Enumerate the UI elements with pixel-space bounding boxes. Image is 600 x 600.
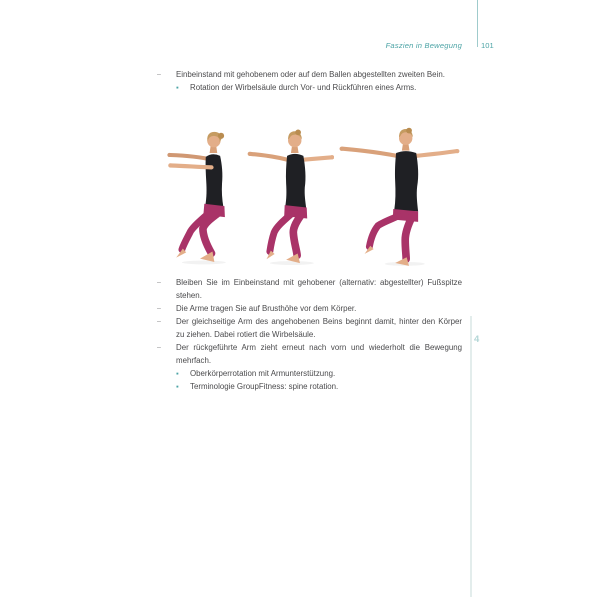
list-item <box>156 302 462 315</box>
square-bullet-icon: ▪ <box>176 382 179 391</box>
list-item <box>156 341 462 367</box>
list-item-text: Die Arme tragen Sie auf Brusthöhe vor dem Körper. <box>176 304 357 313</box>
content-list-bottom <box>156 276 462 393</box>
page-number: 101 <box>481 41 494 50</box>
header-separator-line <box>477 0 478 47</box>
dash-bullet-icon: – <box>157 318 161 325</box>
list-item-text: Bleiben Sie im Einbeinstand mit gehobener (alternativ: abgestellter) Fußspitze stehen. <box>176 278 462 300</box>
list-item-text: Oberkörperrotation mit Armunterstützung. <box>190 369 336 378</box>
list-item <box>156 380 462 393</box>
exercise-photos <box>158 126 464 268</box>
header-title: Faszien in Bewegung <box>385 41 462 50</box>
exercise-photo-2 <box>244 126 334 268</box>
list-item-text: Der gleichseitige Arm des angehobenen Beins beginnt damit, hinter den Körper zu ziehen. Dabei rotiert die Wirbelsäule. <box>176 317 462 339</box>
list-item <box>156 81 462 94</box>
list-item <box>156 68 462 81</box>
chapter-tab: 4 <box>474 334 480 345</box>
dash-bullet-icon: – <box>157 344 161 351</box>
list-item <box>156 367 462 380</box>
exercise-photo-1 <box>158 126 244 268</box>
list-item <box>156 276 462 302</box>
list-item-text: Terminologie GroupFitness: spine rotation. <box>190 382 339 391</box>
square-bullet-icon: ▪ <box>176 369 179 378</box>
content-list-top <box>156 68 462 94</box>
list-item <box>156 315 462 341</box>
exercise-photo-3 <box>334 126 464 268</box>
margin-rule <box>470 316 472 597</box>
square-bullet-icon: ▪ <box>176 83 179 92</box>
list-item-text: Der rückgeführte Arm zieht erneut nach vorn und wiederholt die Bewegung mehrfach. <box>176 343 462 365</box>
dash-bullet-icon: – <box>157 71 161 78</box>
list-item-text: Einbeinstand mit gehobenem oder auf dem Ballen abgestellten zweiten Bein. <box>176 70 445 79</box>
list-item-text: Rotation der Wirbelsäule durch Vor- und Rückführen eines Arms. <box>190 83 417 92</box>
dash-bullet-icon: – <box>157 279 161 286</box>
dash-bullet-icon: – <box>157 305 161 312</box>
